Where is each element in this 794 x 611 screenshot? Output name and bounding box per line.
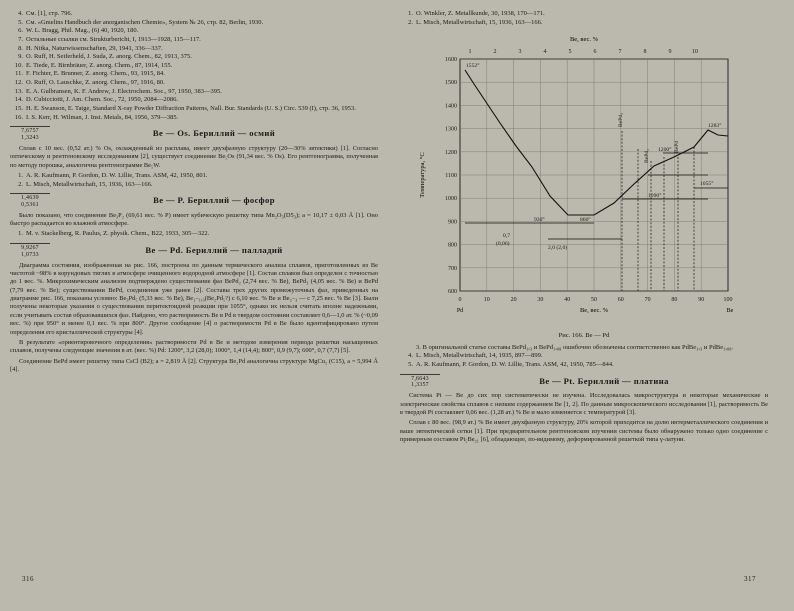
reference-number: 2. <box>18 180 23 188</box>
annotation-006: (0,06) <box>496 241 510 248</box>
svg-text:80: 80 <box>671 297 678 304</box>
reference-number: 14. <box>14 96 23 104</box>
figure-caption: Рис. 166. Be — Pd <box>558 332 610 340</box>
section-code <box>10 243 50 258</box>
section-paragraph: Соединение BePd имеет решетку типа CsCl (B2); a = 2,819 Å [2]. Структура Be₂Pd аналогична структуре MgCu₂ (C15), a = 5,994 Å [4]. <box>10 357 378 374</box>
page-number-right: 317 <box>744 574 756 583</box>
svg-text:1400: 1400 <box>445 103 457 110</box>
annotation-1552: 1552° <box>466 63 480 70</box>
reference-item <box>10 70 378 79</box>
svg-text:10: 10 <box>483 297 490 304</box>
reference-number: 5. <box>408 361 413 369</box>
section-title: Be — P. Бериллий — фосфор <box>153 195 275 206</box>
svg-text:100: 100 <box>723 297 733 304</box>
annotation-1200: 1200° <box>658 147 672 154</box>
reference-text: H. E. Swanson, E. Tatge, Standard X-ray Powder Diffraction Patterns, Nall. Bur. Standards (U. S.) Circ. 539 (I), стр. 36, 1953. <box>26 105 356 113</box>
note-text: 3. В оригинальной статье составы BePd₁,₃ и BePd₁,₀₈ ошибочно обозначены соответственно как PdBe₁,₃ и PdBe₁,₀₈. <box>416 343 734 351</box>
annotation-bepd: BePd <box>674 141 680 154</box>
section-header-be-os <box>10 126 378 141</box>
reference-text: E. Tiede, E. Birnbräuer, Z. anorg. Chem., 87, 1914, 155. <box>26 61 173 69</box>
annotation-1090: 1090° <box>648 193 662 200</box>
section-title: Be — Pt. Бериллий — платина <box>539 375 669 386</box>
right-top-reference-list <box>400 10 768 27</box>
reference-number: 11. <box>15 70 23 78</box>
section-reference-list <box>10 230 378 239</box>
reference-number: 2. <box>408 18 413 26</box>
reference-text: W. L. Bragg, Phil. Mag., (6) 40, 1920, 180. <box>26 27 139 35</box>
reference-number: 5. <box>18 18 23 26</box>
reference-text: L. Misch, Metallwirtschaft, 14, 1935, 897—899. <box>416 352 543 360</box>
reference-item <box>10 27 378 36</box>
reference-number: 1. <box>18 171 23 179</box>
svg-text:7: 7 <box>618 49 622 56</box>
reference-number: 16. <box>14 113 23 121</box>
code-line-1: 7,6757 <box>21 128 39 135</box>
svg-text:2: 2 <box>493 49 497 56</box>
reference-text: H. Nitka, Naturwissenschaften, 29, 1941, 336—337. <box>26 44 163 52</box>
svg-text:1600: 1600 <box>445 57 457 64</box>
chart-y-tick-labels <box>445 57 457 295</box>
svg-text:9: 9 <box>668 49 672 56</box>
annotation-bepd3: BePd₃ <box>618 113 624 128</box>
reference-item <box>10 79 378 88</box>
reference-text: См. «Gmelins Handbuch der anorganischen Chemie», System № 26, стр. 82, Berlin, 1930. <box>26 18 264 26</box>
reference-number: 10. <box>14 61 23 69</box>
reference-number: 4. <box>18 10 23 17</box>
svg-text:1: 1 <box>468 49 472 56</box>
svg-text:90: 90 <box>698 297 705 304</box>
svg-text:8: 8 <box>643 49 647 56</box>
reference-item <box>10 10 378 19</box>
chart-compound-lines <box>622 131 694 291</box>
section-paragraph: Сплав с 80 вес. (98,9 ат.) % Be имеет двухфазную структуру, 20% которой приходится на долю интерметаллического соединения и ваше эвтектической сетки [1]. При предварительном рентгеновском изучении системы было обнаружено только одно соединение с примерным составом Pt₅Be₂₁ [6], обладающее, по-видимому, деформированной решеткой типа γ-латуни. <box>400 419 768 444</box>
reference-number: 13. <box>14 87 23 95</box>
page-number-left: 316 <box>22 574 34 583</box>
reference-item <box>10 105 378 114</box>
chart-x-axis-left-element: Pd <box>456 308 464 315</box>
reference-number: 7. <box>18 35 23 43</box>
code-line-2: 0,5361 <box>21 201 39 208</box>
code-line-2: 1,3243 <box>21 135 39 142</box>
reference-text: M. v. Stackelberg, R. Paulus, Z. physik. Chem., B22, 1933, 305—322. <box>26 230 210 238</box>
reference-item <box>10 62 378 71</box>
section-reference-list <box>10 172 378 189</box>
svg-text:1300: 1300 <box>445 126 457 133</box>
svg-text:60: 60 <box>617 297 624 304</box>
reference-text: A. R. Kaufmann, P. Gordon, D. W. Lillie, Trans. ASM, 42, 1950, 801. <box>26 171 208 179</box>
svg-text:20: 20 <box>510 297 517 304</box>
code-line-1: 1,4639 <box>21 195 39 202</box>
svg-text:30: 30 <box>537 297 544 304</box>
reference-item <box>10 230 378 239</box>
reference-text: A. R. Kaufmann, P. Gordon, D. W. Lillie, Trans. ASM, 42, 1950, 785—844. <box>416 361 614 369</box>
reference-text: L. Misch, Metallwirtschaft, 15, 1936, 163—166. <box>26 180 153 188</box>
reference-text: I. S. Kerr, H. Wilman, J. Inst. Metals, 84, 1956, 379—385. <box>26 113 179 121</box>
annotation-2020: 2,0 (2,0) <box>548 245 568 252</box>
reference-text: См. [1], стр. 796. <box>26 10 73 17</box>
section-paragraph: Диаграмма состояния, изображенная на рис. 166, построена по данным термического анализа сплавов, приготовленных из Be чистотой ~98% в корундовых тиглях в атмосфере очищенного водородной атмосфере [1]. Состав сплавов был определен с точностью до 1 вес. %. Микрохимическим анализом подтверждено существование фаз BePd₂ (2,74 вес. % Be), BePd₃ (4,05 вес. % Be) и BePd (7,79 вес. % Be); существовании BePd, соединения уже ранее [2]. Составы трех других промежуточных фаз, приведенных на диаграмме рис. 166, показаны условно: Be₃Pd₅ (5,33 вес. % Be), Be₁₋₁,₃(Be₂Pd₅?) с 6,10 вес. % Be и Be₂₋₃ — с 7,25 вес. % Be [3]. Были получены некоторые указания о существовании перитектоидной реакции при 1055°, однако их нельзя считать вполне надежными, если учитывать состав образовавшихся фаз. Найдено, что растворимость Be в Pd в твердом состоянии составляет 0,6—1,0 ат. % (~0,09 вес. %) при 950° и менее 0,1 вес. % при 800°. Другое сообщение [4] о растворимости Pd в Be было идентифицировано путем определения его кристаллической структуры [4]. <box>10 261 378 336</box>
reference-text: Остальные ссылки см. Strukturbericht, I, 1913—1928, 115—117. <box>26 35 201 43</box>
reference-item <box>10 53 378 62</box>
annotation-930: 930° <box>534 217 545 224</box>
reference-number: 15. <box>14 105 23 113</box>
note-number <box>400 344 413 353</box>
section-title: Be — Os. Бериллий — осмий <box>152 128 276 139</box>
reference-item <box>400 361 768 370</box>
reference-text: F. Fichter, E. Brunner, Z. anorg. Chem., 93, 1915, 84. <box>26 70 165 78</box>
figure-be-pd-phase-diagram <box>400 31 768 341</box>
section-code <box>10 193 50 208</box>
section-paragraph: Было показано, что соединение Be₃P₂ (69,61 вес. % P) имеет кубическую решетку типа Mn₂O₃(D5₃); a = 10,17 ± 0,03 Å [1]. Оно быстро распадается во влажной атмосфере. <box>10 211 378 228</box>
reference-text: L. Misch, Metallwirtschaft, 15, 1936, 163—166. <box>416 18 543 26</box>
left-column <box>10 10 378 590</box>
chart-x-axis-right-element: Be <box>726 308 734 315</box>
reference-number: 1. <box>18 230 23 238</box>
annotation-1283: 1283° <box>708 123 722 130</box>
svg-text:40: 40 <box>564 297 571 304</box>
reference-text: O. Ruff, O. Lauschke, Z. anorg. Chem., 97, 1916, 80. <box>26 79 165 87</box>
right-note-list <box>400 344 768 370</box>
section-header-be-pt <box>400 374 768 389</box>
reference-number: 8. <box>18 44 23 52</box>
reference-item <box>10 88 378 97</box>
reference-item <box>10 172 378 181</box>
reference-text: O. Ruff, H. Seiferheld, J. Suda, Z. anorg. Chem., 82, 1913, 375. <box>26 53 192 61</box>
chart-x-axis-title: Be, вес. % <box>579 307 609 315</box>
reference-text: D. Cubicciotti, J. Am. Chem. Soc., 72, 1950, 2084—2086. <box>26 96 179 104</box>
svg-text:1200: 1200 <box>445 150 457 157</box>
reference-item <box>400 10 768 19</box>
reference-number: 6. <box>18 27 23 35</box>
reference-number: 12. <box>14 79 23 87</box>
reference-item <box>10 96 378 105</box>
section-header-be-pd <box>10 243 378 258</box>
section-paragraph: В результате «ориентировочного определения» растворимости Pd в Be и методом измерения периода решетки насыщенных сплавов, получены следующие значения в ат. (вес. %) Pd: 1200°, 3,2 (28,0); 1000°, 1,4 (14,4); 800°, 0,9 (9,7); 600°, 0,7 (7,7) [5]. <box>10 339 378 355</box>
annotation-860: 860° <box>580 217 591 224</box>
svg-text:1500: 1500 <box>445 80 457 87</box>
svg-text:600: 600 <box>448 289 457 296</box>
section-code <box>400 374 440 389</box>
reference-item <box>10 181 378 190</box>
svg-text:50: 50 <box>591 297 597 304</box>
reference-number: 4. <box>408 352 413 360</box>
chart-top-tick-labels <box>469 49 699 55</box>
chart-liquidus-curve <box>465 70 728 215</box>
reference-item <box>400 19 768 28</box>
reference-item <box>10 19 378 28</box>
annotation-bepd2: BePd₂ <box>644 149 650 164</box>
annotation-0706: 0,7 <box>503 233 510 240</box>
reference-item <box>10 45 378 54</box>
chart-top-axis-label: Be, вес. % <box>569 36 599 44</box>
section-paragraph: Сплав с 10 вес. (0,52 ат.) % Os, охлажденный из расплава, имеет двухфазную структуру (20—30% эвтектики) [1]. Согласно оптическому и рентгеновскому исследованиям [2], существует соединение Be₅Os (91,34 вес. % Os). Его рентгенограмма, полученная по методу порошка, аналогична рентгенограмме Be₅W. <box>10 144 378 169</box>
svg-text:3: 3 <box>518 49 522 56</box>
svg-text:800: 800 <box>448 242 457 249</box>
right-column <box>400 10 768 590</box>
svg-text:6: 6 <box>593 49 597 56</box>
svg-text:700: 700 <box>448 266 457 273</box>
note-item <box>400 344 768 353</box>
phase-diagram-svg <box>408 31 760 331</box>
reference-text: E. A. Gulbransen, K. F. Andrew, J. Electrochem. Soc., 97, 1950, 383—395. <box>26 87 222 95</box>
chart-y-axis-title: Температура, °C <box>419 152 426 198</box>
reference-number: 9. <box>18 53 23 61</box>
code-line-1: 9,9267 <box>21 245 39 252</box>
section-code <box>10 126 50 141</box>
code-line-1: 7,6643 <box>411 375 429 382</box>
left-top-reference-list <box>10 10 378 122</box>
svg-text:1000: 1000 <box>445 196 457 203</box>
section-title: Be — Pd. Бериллий — палладий <box>145 245 283 256</box>
svg-text:5: 5 <box>568 49 572 56</box>
chart-invariant-lines <box>465 153 728 239</box>
reference-item <box>10 114 378 123</box>
reference-item <box>400 352 768 361</box>
section-header-be-p <box>10 193 378 208</box>
svg-text:900: 900 <box>448 219 457 226</box>
code-line-2: 1,3357 <box>411 382 429 389</box>
svg-text:4: 4 <box>543 49 547 56</box>
code-line-2: 1,0733 <box>21 251 39 258</box>
chart-x-tick-labels <box>459 297 733 303</box>
reference-number: 1. <box>408 10 413 17</box>
reference-text: O. Winkler, Z. Metallkunde, 30, 1938, 170—171. <box>416 10 545 17</box>
svg-text:10: 10 <box>692 49 698 56</box>
svg-text:0: 0 <box>458 297 462 304</box>
svg-text:70: 70 <box>644 297 651 304</box>
svg-text:1100: 1100 <box>445 173 457 180</box>
annotation-1055: 1055° <box>700 181 714 188</box>
reference-item <box>10 36 378 45</box>
section-paragraph: Система Pt — Be до сих пор систематически не изучена. Исследовалась микроструктура и некоторые механические и электрические свойства сплавов с низким содержанием Be [1, 2]. По данным микроскопического исследования [1], растворимость Be в твердой Pt составляет 0,06 вес. (1,28 ат.) % Be и мало изменяется с температурой [3]. <box>400 392 768 416</box>
